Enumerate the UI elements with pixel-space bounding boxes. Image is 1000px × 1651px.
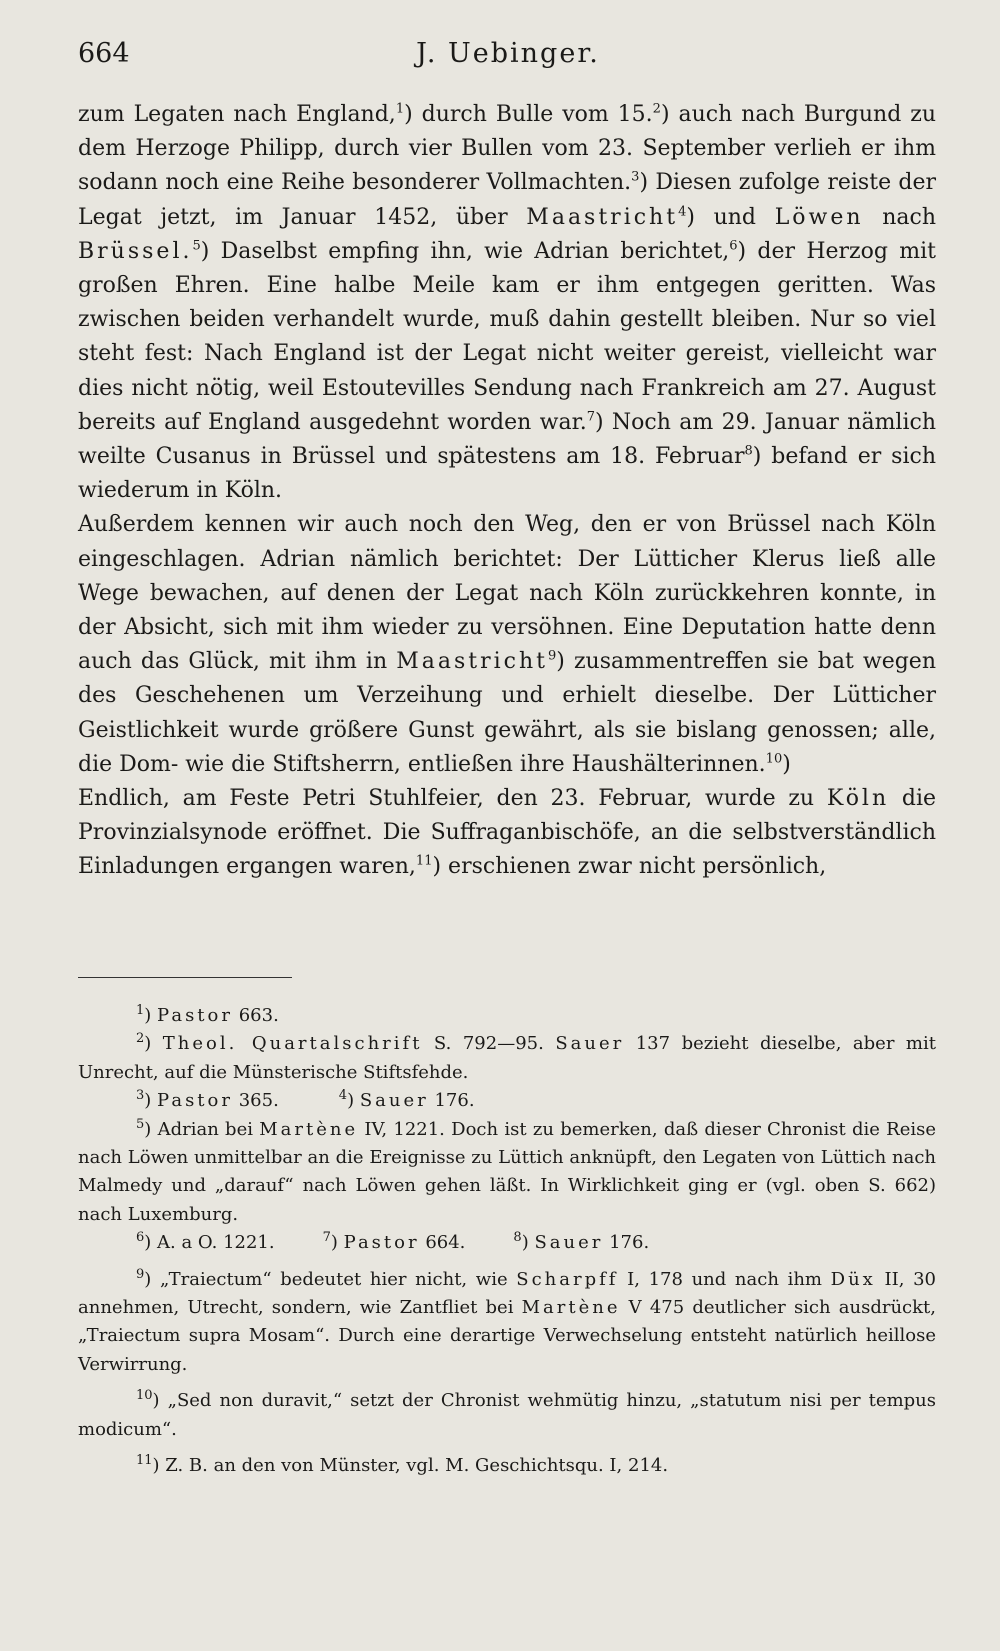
text-span: 365. [232, 1090, 279, 1112]
footnote-number: 4 [338, 1088, 348, 1104]
text-span: S. 792—95. [422, 1033, 556, 1055]
footnote-11: $^{11}$) Z. B. an den von Münster, vgl. M. Geschichtsqu. I, 214. [136, 1453, 669, 1477]
author-name: Martène [521, 1297, 621, 1319]
text-span: nach [863, 204, 936, 230]
footnote-number: 10 [136, 1388, 153, 1404]
footnote-ref: 9 [548, 648, 557, 664]
text-span: ) [782, 751, 791, 777]
footnote-ref: 7 [586, 409, 595, 425]
footnote-ref: 11 [415, 854, 433, 870]
text-span: ) zusammentreffen sie bat wegen des Geschehenen um Verzeihung und erhielt dieselbe. Der Lütticher Geistlichkeit wurde größere Gunst gewährt, als sie bislang genossen; alle, die Dom- wie die Stiftsherrn, entließen ihre Haushälterinnen. [78, 649, 936, 777]
text-span: Endlich, am Feste Petri Stuhlfeier, den 23. Februar, wurde zu [78, 786, 827, 812]
author-name: Sauer [359, 1090, 429, 1112]
text-span: A. a O. 1221. [157, 1232, 275, 1254]
paragraph-2 [78, 508, 936, 782]
text-span: ) Daselbst empfing ihn, wie Adrian berichtet, [200, 238, 730, 264]
footnote-ref: 5 [192, 238, 201, 254]
paragraph-1 [78, 98, 936, 508]
footnote-ref: 8 [744, 443, 753, 459]
text-span: „Traiectum“ bedeutet hier nicht, wie [159, 1268, 517, 1290]
footnote-5: $^5$) Adrian bei Martène IV, 1221. Doch ist zu bemerken, daß dieser Chronist die Reise nach Löwen unmittelbar an die Ereignisse zu Lüttich anknüpft, den Legaten von Lüttich nach Malmedy und „darauf“ nach Löwen gehen läßt. In Wirklichkeit ging er (vgl. oben S. 662) nach Luxemburg. [78, 1116, 936, 1225]
text-span: ) Diesen zufolge reiste der Legat jetzt, im Januar 1452, über [78, 170, 937, 230]
text-span: ) befand er sich wiederum in Köln. [78, 444, 936, 504]
footnote-number: 11 [136, 1453, 153, 1469]
text-span: 176. [428, 1090, 475, 1112]
footnote-3-4: $^3$) Pastor 365. $^4$) Sauer 176. [136, 1088, 475, 1112]
footnote-6-8: $^6$) A. a O. 1221. $^7$) Pastor 664. $^8$) Sauer 176. [136, 1230, 650, 1254]
text-span: zum Legaten nach England, [78, 102, 396, 127]
author-name: Pastor [343, 1232, 420, 1254]
footnote-number: 9 [136, 1266, 145, 1282]
text-span: II, 30 annehmen, Utrecht, sondern, wie Zantfliet bei [78, 1268, 936, 1319]
footnote-10: $^{10}$) „Sed non duravit,“ setzt der Chronist wehmütig hinzu, „statutum nisi per tempus modicum“. [78, 1388, 936, 1440]
footnote-number: 3 [136, 1088, 145, 1104]
text-span: Außerdem kennen wir auch noch den Weg, den er von Brüssel nach Köln eingeschlagen. Adrian nämlich berichtet: Der Lütticher Klerus ließ alle Wege bewachen, auf denen der Legat nach Köln zurückkehren konnte, in der Absicht, sich mit ihm wieder zu versöhnen. Eine Deputation hatte denn auch das Glück, mit ihm in [78, 512, 936, 675]
author-name: Martène [259, 1118, 359, 1140]
footnote-ref: 4 [678, 204, 687, 220]
place-name: Löwen [774, 204, 864, 230]
footnote-number: 8 [513, 1230, 522, 1246]
footnote-ref: 10 [765, 751, 783, 767]
paragraph-3 [78, 782, 936, 885]
footnote-ref: 2 [652, 101, 661, 117]
text-span: 663. [232, 1005, 279, 1026]
place-name: Maastricht [526, 204, 679, 230]
text-span: Z. B. an den von Münster, vgl. M. Geschichtsqu. I, 214. [165, 1455, 669, 1477]
text-span: die Provinzialsynode eröffnet. Die Suffraganbischöfe, an die selbstverständlich Einladungen ergangen waren, [78, 786, 937, 880]
footnote-ref: 6 [729, 238, 738, 254]
footnote-9: $^9$) „Traiectum“ bedeutet hier nicht, wie Scharpff I, 178 und nach ihm Düx II, 30 annehmen, Utrecht, sondern, wie Zantfliet bei Martène V 475 deutlicher sich ausdrückt, „Traiectum supra Mosam“. Durch eine derartige Verwechselung entsteht natürlich heillose Verwirrung. [78, 1266, 936, 1375]
journal-name: Theol. Quartalschrift [162, 1033, 423, 1055]
footnote-number: 6 [136, 1230, 145, 1246]
footnote-number: 7 [322, 1230, 331, 1246]
footnote-1: $^1$) Pastor 663. [136, 1003, 279, 1026]
author-name: Düx [830, 1268, 876, 1290]
place-name: Brüssel. [78, 238, 193, 264]
footnote-ref: 3 [631, 170, 640, 186]
text-span: ) auch nach Burgund zu dem Herzoge Philipp, durch vier Bullen vom 23. September verlieh er ihm sodann noch eine Reihe besonderer Vollmachten. [78, 102, 936, 196]
text-span: 664. [419, 1232, 466, 1254]
main-text [78, 98, 936, 885]
footnote-divider [78, 977, 292, 978]
text-span: ) erschienen zwar nicht persönlich, [432, 854, 827, 880]
text-span: „Sed non duravit,“ setzt der Chronist wehmütig hinzu, „statutum nisi per tempus modicum“. [78, 1390, 936, 1440]
place-name: Maastricht [396, 649, 548, 675]
footnote-number: 1 [136, 1003, 145, 1018]
footnote-2: $^2$) Theol. Quartalschrift S. 792—95. Sauer 137 bezieht dieselbe, aber mit Unrecht, auf die Münsterische Stiftsfehde. [78, 1031, 936, 1083]
page-header [78, 38, 938, 78]
page-number: 664 [78, 38, 130, 69]
text-span: IV, 1221. Doch ist zu bemerken, daß dieser Chronist die Reise nach Löwen unmittelbar an die Ereignisse zu Lüttich anknüpft, den Legaten von Lüttich nach Malmedy und „darauf“ nach Löwen gehen läßt. In Wirklichkeit ging er (vgl. oben S. 662) nach Luxemburg. [78, 1118, 936, 1225]
text-span: ) Noch am 29. Januar nämlich weilte Cusanus in Brüssel und spätestens am 18. Februar [78, 409, 936, 470]
text-span: ) der Herzog mit großen Ehren. Eine halbe Meile kam er ihm entgegen geritten. Was zwischen beiden verhandelt wurde, muß dahin gestellt bleiben. Nur so viel steht fest: Nach England ist der Legat nicht weiter gereist, vielleicht war dies nicht nötig, weil Estoutevilles Sendung nach Frankreich am 27. August bereits auf England ausgedehnt worden war. [78, 238, 937, 435]
author-name: Pastor [157, 1005, 233, 1026]
text-span: Adrian bei [157, 1118, 260, 1140]
text-span: 137 bezieht dieselbe, aber mit Unrecht, auf die Münsterische Stiftsfehde. [78, 1033, 936, 1083]
author-name: Scharpff [516, 1268, 619, 1290]
footnote-ref: 1 [395, 101, 405, 117]
author-name: Sauer [555, 1033, 625, 1055]
footnotes [78, 1002, 936, 1481]
running-head: J. Uebinger. [416, 38, 600, 69]
text-span: I, 178 und nach ihm [618, 1268, 831, 1290]
text-span: ) durch Bulle vom 15. [404, 102, 653, 127]
text-span: 176. [603, 1232, 650, 1254]
footnote-number: 2 [136, 1031, 145, 1047]
author-name: Sauer [534, 1232, 604, 1254]
text-span: V 475 deutlicher sich ausdrückt, „Traiectum supra Mosam“. Durch eine derartige Verwechselung entsteht natürlich heillose Verwirrung. [78, 1297, 936, 1375]
footnote-number: 5 [136, 1116, 145, 1132]
author-name: Pastor [157, 1090, 233, 1112]
place-name: Köln [826, 786, 890, 812]
text-span: ) und [686, 204, 775, 230]
